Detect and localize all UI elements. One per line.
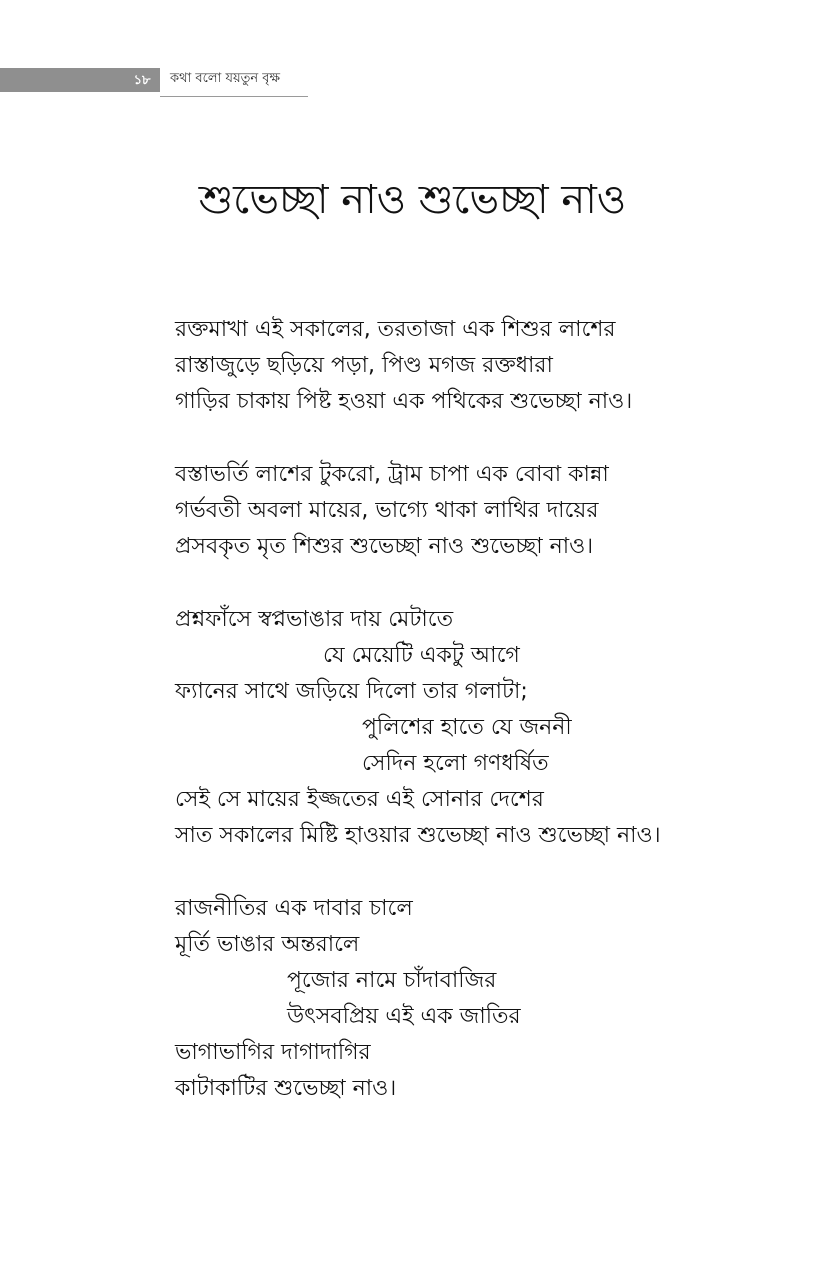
poem-line: সেই সে মায়ের ইজ্জতের এই সোনার দেশের [175, 787, 544, 812]
header-rule [160, 96, 308, 97]
poem-line-indented: পূজোর নামে চাঁদাবাজির [287, 968, 497, 993]
poem-line: প্রসবকৃত মৃত শিশুর শুভেচ্ছা নাও শুভেচ্ছা নাও। [175, 534, 594, 559]
stanza-4 [175, 891, 795, 1107]
poem-line-indented: পুলিশের হাতে যে জননী [362, 715, 572, 740]
stanza-3 [175, 602, 795, 854]
poem-title: শুভেচ্ছা নাও শুভেচ্ছা নাও [198, 177, 627, 223]
poem-line: গর্ভবতী অবলা মায়ের, ভাগ্যে থাকা লাথির দায়ের [175, 498, 599, 523]
poem-line: বস্তাভর্তি লাশের টুকরো, ট্রাম চাপা এক বোবা কান্না [175, 462, 609, 487]
poem-line: রক্তমাখা এই সকালের, তরতাজা এক শিশুর লাশের [175, 317, 616, 342]
poem-line: ভাগাভাগির দাগাদাগির [175, 1040, 371, 1065]
poem-line: প্রশ্নফাঁসে স্বপ্নভাঙার দায় মেটাতে [175, 607, 454, 632]
book-title: কথা বলো যয়তুন বৃক্ষ [170, 71, 281, 86]
poem-line-indented: যে মেয়েটি একটু আগে [323, 643, 520, 668]
stanza-1 [175, 312, 795, 420]
poem-line-indented: উৎসবপ্রিয় এই এক জাতির [287, 1004, 521, 1029]
poem-line: রাজনীতির এক দাবার চালে [175, 896, 413, 921]
poem-body [175, 312, 795, 1144]
poem-line: রাস্তাজুড়ে ছড়িয়ে পড়া, পিণ্ড মগজ রক্তধারা [175, 353, 553, 378]
page-number: ১৮ [133, 73, 151, 88]
stanza-2 [175, 457, 795, 565]
poem-line: সাত সকালের মিষ্টি হাওয়ার শুভেচ্ছা নাও শুভেচ্ছা নাও। [175, 823, 661, 848]
poem-line: মূর্তি ভাঙার অন্তরালে [175, 932, 360, 957]
poem-line: ফ্যানের সাথে জড়িয়ে দিলো তার গলাটা; [175, 679, 528, 704]
poem-line: গাড়ির চাকায় পিষ্ট হওয়া এক পথিকের শুভেচ্ছা নাও। [175, 389, 633, 414]
poem-line-indented: সেদিন হলো গণধর্ষিত [362, 751, 549, 776]
poem-line: কাটাকাটির শুভেচ্ছা নাও। [175, 1076, 397, 1101]
